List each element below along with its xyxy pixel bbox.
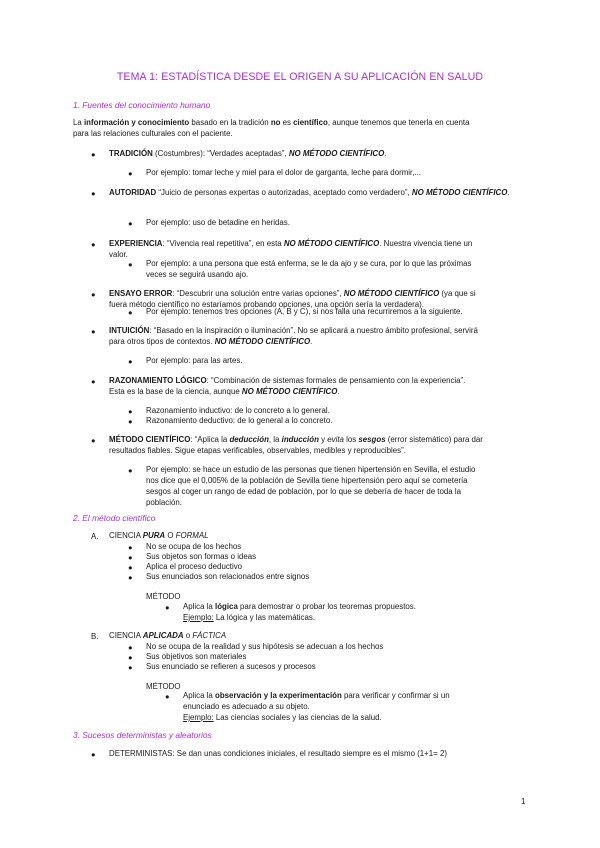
ciencia-pura-heading: CIENCIA PURA O FORMAL bbox=[109, 531, 209, 540]
bullet-icon: ● bbox=[91, 377, 96, 386]
bullet-icon: ● bbox=[91, 240, 96, 249]
bullet-icon: ● bbox=[91, 189, 96, 198]
list-item-experiencia: EXPERIENCIA: “Vivencia real repetitiva”, en esta NO MÉTODO CIENTÍFICO. Nuestra vivencia tiene un valor. bbox=[109, 239, 473, 259]
metodo-pura-text: Aplica la lógica para demostrar o probar los teoremas propuestos. Ejemplo: La lógica y las matemáticas. bbox=[183, 602, 416, 622]
bullet-icon: ● bbox=[91, 436, 96, 445]
section-heading-1: 1. Fuentes del conocimiento humano bbox=[73, 100, 211, 110]
intro-paragraph: La información y conocimiento basado en la tradición no es científico, aunque tenemos que tenerla en cuenta para las relaciones culturales con el paciente. bbox=[73, 118, 470, 138]
bullet-icon: ● bbox=[128, 466, 133, 475]
bullet-icon: ● bbox=[91, 290, 96, 299]
bullet-icon: ● bbox=[128, 219, 133, 228]
bullet-icon: ● bbox=[128, 563, 133, 572]
bullet-icon: ● bbox=[165, 692, 170, 701]
example-experiencia: Por ejemplo: a una persona que está enferma, se le da ajo y se cura, por lo que las próximas veces se seguirá usando ajo. bbox=[146, 259, 472, 279]
example-metodo-cientifico: Por ejemplo: se hace un estudio de las personas que tienen hipertensión en Sevilla, el estudio nos dice que el 0,005% de la población de Sevilla tiene hipertensión pero aquí se cometería sesgos al coger un rango de edad de población, por lo que se debería de hacer de toda la población. bbox=[146, 465, 476, 507]
page-number: 1 bbox=[521, 797, 526, 806]
example-tradicion: Por ejemplo: tomar leche y miel para el dolor de garganta, leche para dormir,... bbox=[146, 168, 421, 177]
bullet-icon: ● bbox=[91, 327, 96, 336]
ciencia-aplicada-item: No se ocupa de la realidad y sus hipótesis se adecuan a los hechos bbox=[146, 642, 384, 651]
ciencia-pura-item: Sus objetos son formas o ideas bbox=[146, 552, 257, 561]
ciencia-aplicada-heading: CIENCIA APLICADA o FÁCTICA bbox=[109, 631, 227, 640]
list-item-autoridad: AUTORIDAD “Juicio de personas expertas o autorizadas, aceptado como verdadero”, NO MÉTODO CIENTÍFICO. bbox=[109, 188, 510, 197]
example-deductivo: Razonamiento deductivo: de lo general a lo concreto. bbox=[146, 416, 333, 425]
ciencia-pura-item: Aplica el proceso deductivo bbox=[146, 562, 243, 571]
example-autoridad: Por ejemplo: uso de betadine en heridas. bbox=[146, 218, 290, 227]
bullet-icon: ● bbox=[128, 553, 133, 562]
document-title: TEMA 1: ESTADÍSTICA DESDE EL ORIGEN A SU APLICACIÓN EN SALUD bbox=[116, 71, 484, 83]
bullet-icon: ● bbox=[128, 417, 133, 426]
bullet-icon: ● bbox=[128, 573, 133, 582]
bullet-icon: ● bbox=[128, 653, 133, 662]
metodo-aplicada-text: Aplica la observación y la experimentación para verificar y confirmar si un enunciado es adecuado a su objeto. Ejemplo: Las ciencias sociales y las ciencias de la salud. bbox=[183, 691, 450, 722]
bullet-icon: ● bbox=[128, 643, 133, 652]
ciencia-aplicada-item: Sus objetivos son materiales bbox=[146, 652, 247, 661]
example-ensayo-error: Por ejemplo: tenemos tres opciones (A, B y C), si nos falla una recurriremos a la siguiente. bbox=[146, 307, 463, 316]
list-letter-a: A. bbox=[91, 532, 99, 541]
list-item-deterministas: DETERMINISTAS: Se dan unas condiciones iniciales, el resultado siempre es el mismo (1+1= 2) bbox=[109, 749, 447, 758]
section-heading-2: 2. El método científico bbox=[73, 513, 156, 523]
ciencia-aplicada-item: Sus enunciado se refieren a sucesos y procesos bbox=[146, 662, 316, 671]
bullet-icon: ● bbox=[128, 169, 133, 178]
bullet-icon: ● bbox=[128, 357, 133, 366]
bullet-icon: ● bbox=[165, 603, 170, 612]
list-item-metodo-cientifico: MÉTODO CIENTÍFICO: “Aplica la deducción, la inducción y evita los sesgos (error sistemático) para dar resultados fiables. Sigue etapas verificables, observables, medibles y reproducibles”. bbox=[109, 435, 483, 455]
metodo-label-b: MÉTODO bbox=[146, 682, 181, 691]
bullet-icon: ● bbox=[128, 663, 133, 672]
list-item-tradicion: TRADICIÓN (Costumbres): “Verdades aceptadas”, NO MÉTODO CIENTÍFICO. bbox=[109, 149, 387, 158]
list-letter-b: B. bbox=[91, 632, 99, 641]
section-heading-3: 3. Sucesos deterministas y aleatorios bbox=[73, 730, 212, 740]
metodo-label-a: MÉTODO bbox=[146, 592, 181, 601]
list-item-intuicion: INTUICIÓN: “Basado en la inspiración o iluminación”. No se aplicará a nuestro ámbito profesional, servirá para otros tipos de contextos. NO MÉTODO CIENTÍFICO. bbox=[109, 326, 478, 346]
list-item-ensayo-error: ENSAYO ERROR: “Descubrir una solución entre varias opciones”, NO MÉTODO CIENTÍFICO (ya que si fuera método científico no estaríamos probando opciones, una opción sería la verdadera). bbox=[109, 289, 476, 309]
list-item-razonamiento-logico: RAZONAMIENTO LÓGICO: “Combinación de sistemas formales de pensamiento con la experiencia”. Esta es la base de la ciencia, aunque NO MÉTODO CIENTÍFICO. bbox=[109, 376, 466, 396]
bullet-icon: ● bbox=[128, 407, 133, 416]
bullet-icon: ● bbox=[91, 750, 96, 759]
ciencia-pura-item: Sus enunciados son relacionados entre signos bbox=[146, 572, 310, 581]
bullet-icon: ● bbox=[91, 150, 96, 159]
example-intuicion: Por ejemplo: para las artes. bbox=[146, 356, 243, 365]
example-inductivo: Razonamiento inductivo: de lo concreto a lo general. bbox=[146, 406, 330, 415]
ciencia-pura-item: No se ocupa de los hechos bbox=[146, 542, 242, 551]
bullet-icon: ● bbox=[128, 543, 133, 552]
bullet-icon: ● bbox=[128, 308, 133, 317]
bullet-icon: ● bbox=[128, 260, 133, 269]
